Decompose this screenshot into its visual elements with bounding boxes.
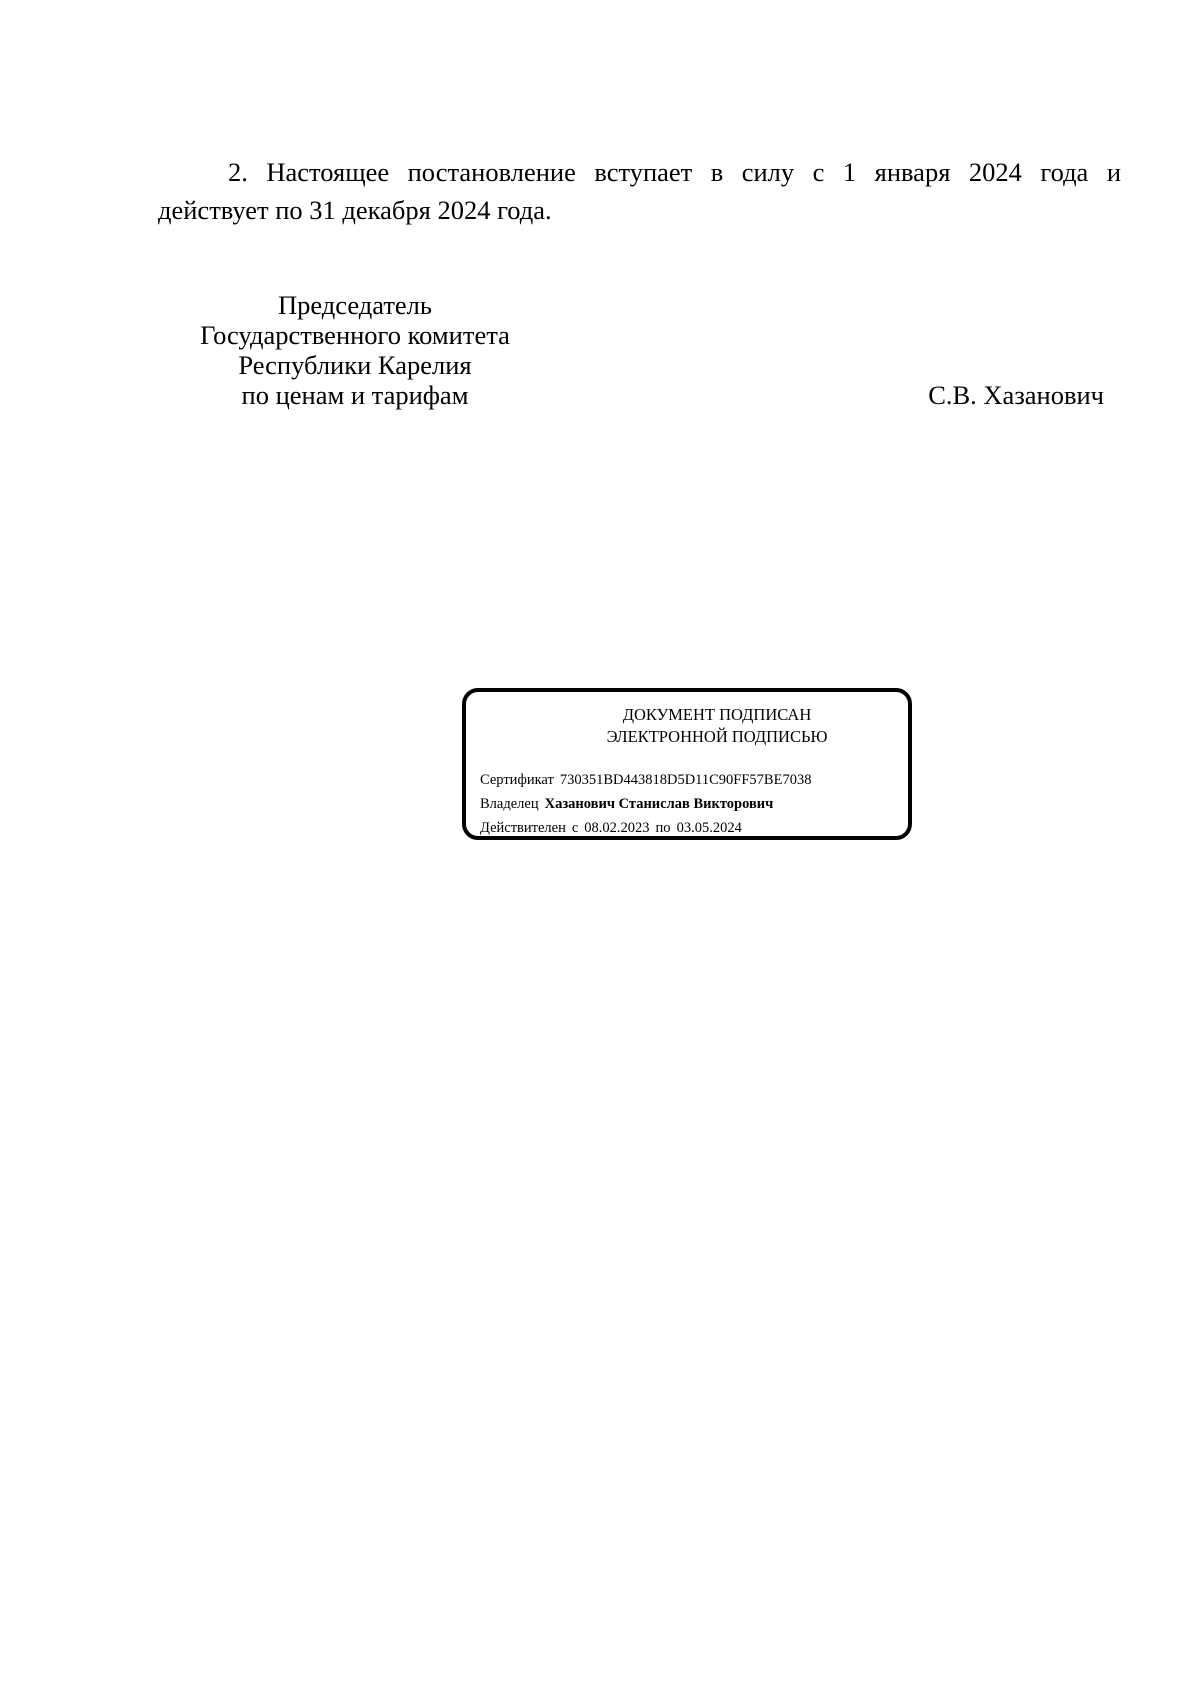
valid-from-label: с <box>571 820 579 836</box>
stamp-heading <box>466 704 908 748</box>
validity-label: Действителен <box>480 820 566 836</box>
stamp-heading-line: ДОКУМЕНТ ПОДПИСАН <box>622 705 812 724</box>
stamp-details <box>480 768 811 840</box>
certificate-row <box>480 768 811 792</box>
valid-to-date: 03.05.2024 <box>676 820 742 836</box>
decree-paragraph <box>158 153 1121 229</box>
signatory-title <box>170 290 540 410</box>
certificate-value: 730351BD443818D5D11C90FF57BE7038 <box>559 772 812 788</box>
owner-row <box>480 792 811 816</box>
e-signature-stamp <box>462 688 912 840</box>
signatory-title-line: Республики Карелия <box>238 350 472 380</box>
signatory-title-line: Председатель <box>278 290 432 320</box>
stamp-heading-line: ЭЛЕКТРОННОЙ ПОДПИСЬЮ <box>606 727 828 746</box>
owner-label: Владелец <box>480 796 539 812</box>
validity-row <box>480 816 811 840</box>
owner-value: Хазанович Станислав Викторович <box>544 796 774 812</box>
paragraph-line: 2. Настоящее постановление вступает в силу с 1 января 2024 года и <box>228 157 1121 187</box>
paragraph-line: действует по 31 декабря 2024 года. <box>158 195 552 225</box>
signatory-title-line: Государственного комитета <box>200 320 510 350</box>
valid-to-label: по <box>655 820 671 836</box>
valid-from-date: 08.02.2023 <box>584 820 650 836</box>
certificate-label: Сертификат <box>480 772 554 788</box>
signatory-name: С.В. Хазанович <box>928 380 1104 410</box>
signatory-title-line: по ценам и тарифам <box>241 380 469 410</box>
